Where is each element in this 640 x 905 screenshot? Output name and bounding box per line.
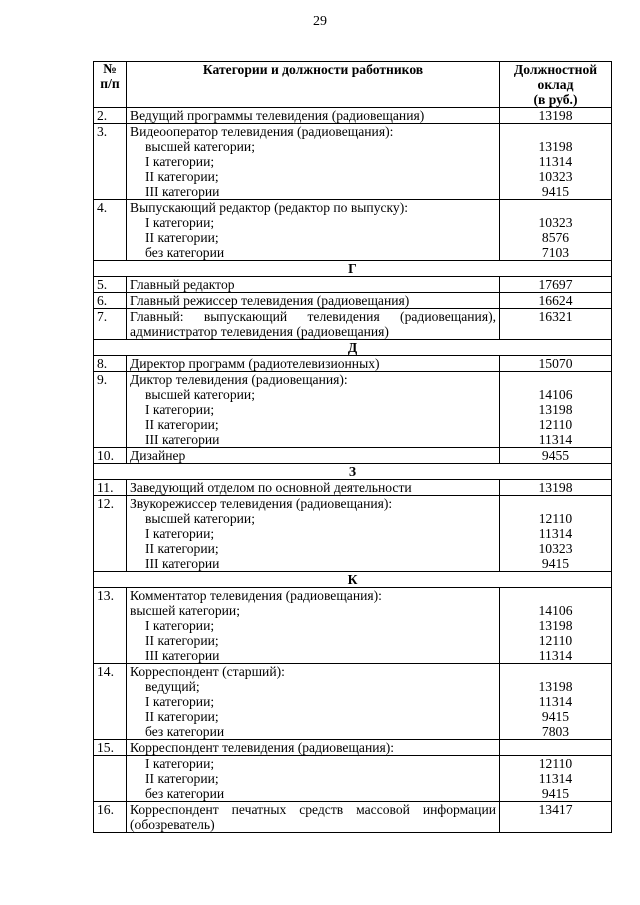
table-row — [94, 496, 612, 572]
position-line: Главный режиссер телевидения (радиовещания) — [130, 293, 410, 308]
salary-line: 7103 — [541, 245, 570, 260]
category-line: III категории — [145, 184, 220, 199]
row-number: 13. — [94, 588, 127, 664]
position-name — [127, 356, 500, 372]
table-row — [94, 756, 612, 802]
salary-line: 9455 — [541, 448, 570, 463]
position-name — [127, 756, 500, 802]
category-line: II категории; — [145, 169, 219, 184]
salary-value — [500, 277, 612, 293]
salary-line: 11314 — [538, 694, 573, 709]
salary-value — [500, 740, 612, 756]
category-line: III категории — [145, 432, 220, 447]
table-row — [94, 740, 612, 756]
table-row — [94, 309, 612, 340]
letter-section-row — [94, 572, 612, 588]
salary-line — [503, 588, 608, 603]
salary-value — [500, 448, 612, 464]
salary-line — [503, 324, 608, 339]
row-number: 4. — [94, 200, 127, 261]
salary-line — [503, 664, 608, 679]
table-row — [94, 588, 612, 664]
table-row — [94, 356, 612, 372]
salary-line: 8576 — [541, 230, 570, 245]
salary-value — [500, 356, 612, 372]
row-number: 9. — [94, 372, 127, 448]
header-number-line: № — [103, 61, 117, 76]
position-line: Дизайнер — [130, 448, 186, 463]
header-salary-line: оклад — [537, 77, 574, 92]
table-row — [94, 277, 612, 293]
row-number: 5. — [94, 277, 127, 293]
category-line: III категории — [145, 648, 220, 663]
letter-section-row — [94, 261, 612, 277]
header-number-line: п/п — [100, 76, 120, 91]
table-row — [94, 664, 612, 740]
table-row — [94, 200, 612, 261]
position-line: Диктор телевидения (радиовещания): — [130, 372, 348, 387]
salary-value — [500, 664, 612, 740]
position-line: Ведущий программы телевидения (радиовещания) — [130, 108, 425, 123]
table-row — [94, 802, 612, 833]
salary-line: 13198 — [538, 480, 573, 495]
position-line: Заведующий отделом по основной деятельности — [130, 480, 412, 495]
salary-value — [500, 588, 612, 664]
position-line: (обозреватель) — [130, 817, 215, 832]
salary-line: 11314 — [538, 648, 573, 663]
salary-value — [500, 496, 612, 572]
letter-section-row — [94, 464, 612, 480]
header-salary-line: Должностной — [513, 62, 598, 77]
header-number — [94, 62, 127, 108]
salary-line: 16624 — [538, 293, 573, 308]
category-line: II категории; — [145, 541, 219, 556]
salary-line: 11314 — [538, 771, 573, 786]
header-position: Категории и должности работников — [127, 62, 500, 108]
salary-value — [500, 309, 612, 340]
salary-line: 14106 — [538, 387, 573, 402]
salary-value — [500, 372, 612, 448]
row-number: 14. — [94, 664, 127, 740]
position-line: Корреспондент печатных средств массовой информации — [130, 802, 496, 817]
row-number: 6. — [94, 293, 127, 309]
salary-value — [500, 108, 612, 124]
position-name — [127, 802, 500, 833]
salary-value — [500, 293, 612, 309]
position-line: Видеооператор телевидения (радиовещания): — [130, 124, 394, 139]
table-row — [94, 480, 612, 496]
category-line: без категории — [145, 245, 225, 260]
salary-line: 13198 — [538, 679, 573, 694]
salary-value — [500, 124, 612, 200]
position-name — [127, 372, 500, 448]
category-line: I категории; — [145, 154, 215, 169]
salary-line: 12110 — [538, 511, 573, 526]
salary-value — [500, 200, 612, 261]
row-number: 7. — [94, 309, 127, 340]
position-line: Выпускающий редактор (редактор по выпуску): — [130, 200, 409, 215]
row-number: 16. — [94, 802, 127, 833]
position-line: Директор программ (радиотелевизионных) — [130, 356, 380, 371]
row-number: 11. — [94, 480, 127, 496]
position-name — [127, 277, 500, 293]
salary-line: 12110 — [538, 756, 573, 771]
salary-line: 11314 — [538, 526, 573, 541]
row-number — [94, 756, 127, 802]
table-row — [94, 108, 612, 124]
salary-line: 12110 — [538, 417, 573, 432]
table-row — [94, 372, 612, 448]
salary-line: 13417 — [538, 802, 573, 817]
position-line: Главный: выпускающий телевидения (радиовещания), — [130, 309, 496, 324]
salary-line: 10323 — [538, 541, 573, 556]
table-body — [94, 108, 612, 833]
position-line: высшей категории; — [130, 603, 240, 618]
category-line: II категории; — [145, 417, 219, 432]
salary-line — [503, 496, 608, 511]
salary-line — [503, 200, 608, 215]
row-number: 12. — [94, 496, 127, 572]
position-name — [127, 496, 500, 572]
salary-line: 13198 — [538, 108, 573, 123]
category-line: III категории — [145, 556, 220, 571]
salary-line — [503, 372, 608, 387]
position-name — [127, 664, 500, 740]
category-line: без категории — [145, 786, 225, 801]
salary-line: 13198 — [538, 139, 573, 154]
position-name — [127, 588, 500, 664]
category-line: I категории; — [145, 215, 215, 230]
salary-line: 17697 — [538, 277, 573, 292]
category-line: высшей категории; — [145, 387, 255, 402]
letter-section-row — [94, 340, 612, 356]
position-name — [127, 293, 500, 309]
salary-line: 13198 — [538, 618, 573, 633]
table-row — [94, 448, 612, 464]
category-line: I категории; — [145, 526, 215, 541]
salary-line: 11314 — [538, 154, 573, 169]
page-number: 29 — [313, 14, 327, 29]
row-number: 3. — [94, 124, 127, 200]
row-number: 2. — [94, 108, 127, 124]
table-header-row — [94, 62, 612, 108]
category-line: II категории; — [145, 230, 219, 245]
position-name — [127, 309, 500, 340]
row-number: 8. — [94, 356, 127, 372]
salary-line: 9415 — [541, 786, 570, 801]
salary-line — [503, 817, 608, 832]
salary-line — [503, 740, 608, 755]
position-name — [127, 448, 500, 464]
table-row — [94, 293, 612, 309]
salary-line: 11314 — [538, 432, 573, 447]
salary-line: 13198 — [538, 402, 573, 417]
category-line: II категории; — [145, 633, 219, 648]
position-line: Главный редактор — [130, 277, 235, 292]
category-line: I категории; — [145, 756, 215, 771]
position-name — [127, 480, 500, 496]
category-line: II категории; — [145, 771, 219, 786]
category-line: ведущий; — [145, 679, 200, 694]
category-line: I категории; — [145, 694, 215, 709]
position-line: Корреспондент (старший): — [130, 664, 285, 679]
position-line: Корреспондент телевидения (радиовещания): — [130, 740, 395, 755]
category-line: высшей категории; — [145, 139, 255, 154]
salary-value — [500, 756, 612, 802]
position-line: администратор телевидения (радиовещания) — [130, 324, 389, 339]
position-name — [127, 200, 500, 261]
salary-value — [500, 802, 612, 833]
salary-line — [503, 124, 608, 139]
letter-heading: З — [94, 464, 612, 480]
salary-line: 9415 — [541, 556, 570, 571]
letter-heading: Г — [94, 261, 612, 277]
header-salary — [500, 62, 612, 108]
category-line: I категории; — [145, 618, 215, 633]
salary-line: 16321 — [538, 309, 573, 324]
row-number: 15. — [94, 740, 127, 756]
header-salary-line: (в руб.) — [533, 92, 578, 107]
salary-line: 9415 — [541, 709, 570, 724]
salary-line: 9415 — [541, 184, 570, 199]
salary-value — [500, 480, 612, 496]
salary-line: 10323 — [538, 169, 573, 184]
salary-line: 15070 — [538, 356, 573, 371]
salary-line: 12110 — [538, 633, 573, 648]
category-line: без категории — [145, 724, 225, 739]
position-line: Комментатор телевидения (радиовещания): — [130, 588, 382, 603]
table-row — [94, 124, 612, 200]
salary-table — [93, 61, 612, 833]
category-line: I категории; — [145, 402, 215, 417]
position-name — [127, 108, 500, 124]
letter-heading: Д — [94, 340, 612, 356]
position-line: Звукорежиссер телевидения (радиовещания): — [130, 496, 393, 511]
category-line: высшей категории; — [145, 511, 255, 526]
row-number: 10. — [94, 448, 127, 464]
category-line: II категории; — [145, 709, 219, 724]
letter-heading: К — [94, 572, 612, 588]
salary-line: 10323 — [538, 215, 573, 230]
salary-line: 7803 — [541, 724, 570, 739]
position-name — [127, 124, 500, 200]
position-name — [127, 740, 500, 756]
salary-line: 14106 — [538, 603, 573, 618]
